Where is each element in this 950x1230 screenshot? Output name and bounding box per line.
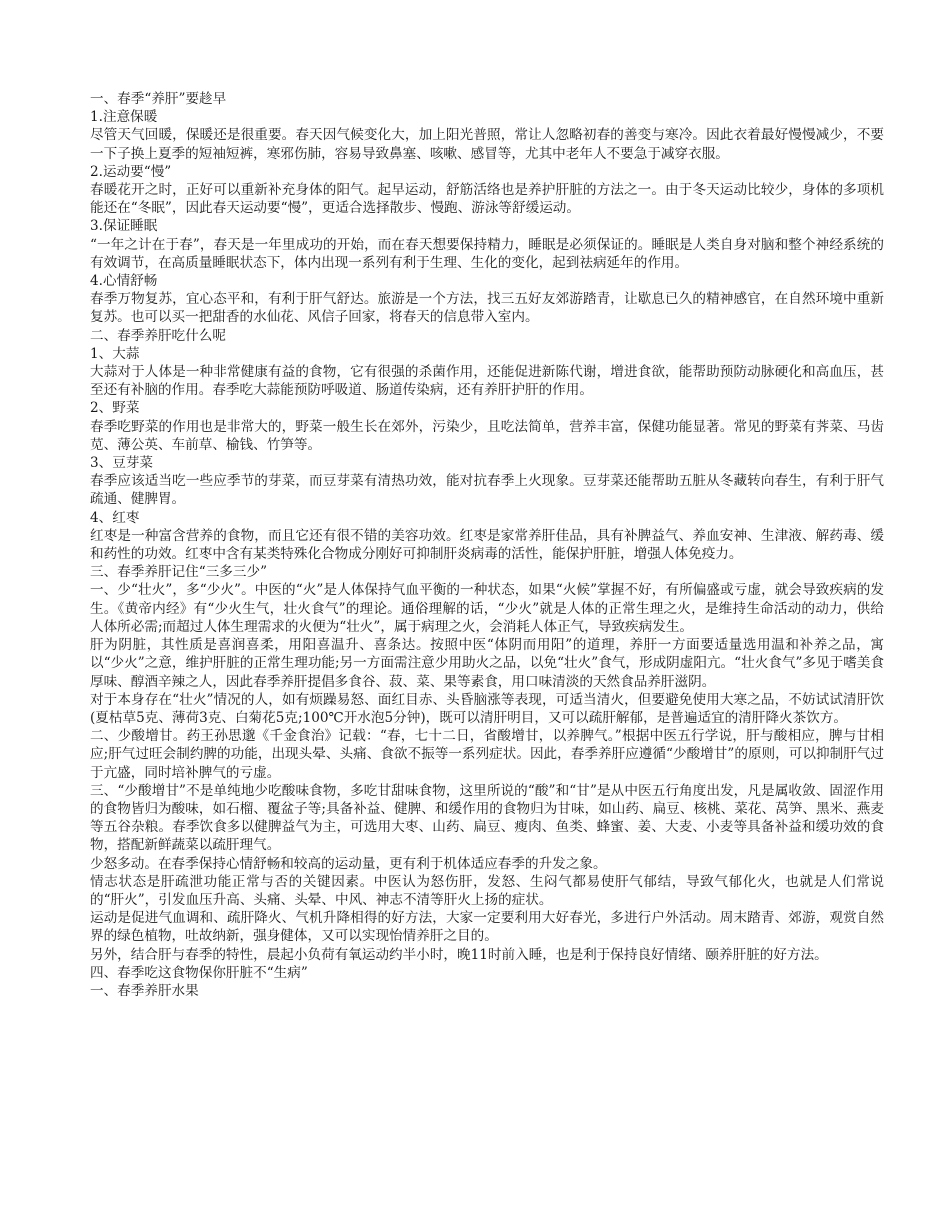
subheading-keep-warm: 1.注意保暖 bbox=[90, 109, 158, 126]
paragraph-fire: 一、少“壮火”，多“少火”。中医的“火”是人体保持气血平衡的一种状态，如果“火候”掌握不好，有所偏盛或亏虚，就会导致疾病的发生。《黄帝内经》有“少火生气，壮火食气”的理论。通俗理解的话，“少火”就是人体的正常生理之火，是维持生命活动的动力，供给人体所必需;而超过人体生理需求的火便为“壮火”，属于病理之火，会消耗人体正气，导致疾病发生。 bbox=[90, 582, 884, 635]
subheading-fruits: 一、春季养肝水果 bbox=[90, 982, 199, 999]
paragraph-garlic: 大蒜对于人体是一种非常健康有益的食物，它有很强的杀菌作用，还能促进新陈代谢，增进食欲，能帮助预防动脉硬化和高血压，甚至还有补脑的作用。春季吃大蒜能预防呼吸道、肠道传染病，还有养肝护肝的作用。 bbox=[90, 364, 884, 399]
paragraph-morning: 另外，结合肝与春季的特性，晨起小负荷有氧运动约半小时，晚11时前入睡，也是利于保持良好情绪、颐养肝脏的好方法。 bbox=[90, 946, 828, 963]
paragraph-emotion: 情志状态是肝疏泄功能正常与否的关键因素。中医认为怒伤肝，发怒、生闷气都易使肝气郁结，导致气郁化火，也就是人们常说的“肝火”，引发血压升高、头痛、头晕、中风、神志不清等肝火上扬的症状。 bbox=[90, 873, 884, 908]
section-heading-4: 四、春季吃这食物保你肝脏不“生病” bbox=[90, 964, 308, 981]
subheading-wild-vegetables: 2、野菜 bbox=[90, 400, 140, 417]
subheading-garlic: 1、大蒜 bbox=[90, 345, 140, 362]
subheading-red-dates: 4、红枣 bbox=[90, 509, 140, 526]
paragraph-wild-vegetables: 春季吃野菜的作用也是非常大的，野菜一般生长在郊外，污染少，且吃法简单，营养丰富，保健功能显著。常见的野菜有荠菜、马齿苋、薄公英、车前草、榆钱、竹笋等。 bbox=[90, 418, 884, 453]
section-heading-2: 二、春季养肝吃什么呢 bbox=[90, 327, 226, 344]
paragraph-keep-warm: 尽管天气回暖，保暖还是很重要。春天因气候变化大，加上阳光普照，常让人忽略初春的善变与寒冷。因此衣着最好慢慢减少，不要一下子换上夏季的短袖短裤，寒邪伤肺，容易导致鼻塞、咳嗽、感冒等，尤其中老年人不要急于减穿衣服。 bbox=[90, 127, 884, 162]
subheading-slow-exercise: 2.运动要“慢” bbox=[90, 163, 172, 180]
paragraph-slow-exercise: 春暖花开之时，正好可以重新补充身体的阳气。起早运动，舒筋活络也是养护肝脏的方法之一。由于冬天运动比较少，身体的多项机能还在“冬眠”，因此春天运动要“慢”，更适合选择散步、慢跑、游泳等舒缓运动。 bbox=[90, 182, 884, 217]
paragraph-sour-sweet: 三、“少酸增甘”不是单纯地少吃酸味食物，多吃甘甜味食物，这里所说的“酸”和“甘”是从中医五行角度出发，凡是属收敛、固涩作用的食物皆归为酸味，如石榴、覆盆子等;具备补益、健脾、和缓作用的食物归为甘味，如山药、扁豆、核桃、菜花、莴笋、黑米、燕麦等五谷杂粮。春季饮食多以健脾益气为主，可选用大枣、山药、扁豆、瘦肉、鱼类、蜂蜜、姜、大麦、小麦等具备补益和缓功效的食物，搭配新鲜蔬菜以疏肝理气。 bbox=[90, 782, 884, 854]
paragraph-sleep: “一年之计在于春”，春天是一年里成功的开始，而在春天想要保持精力，睡眠是必须保证的。睡眠是人类自身对脑和整个神经系统的有效调节，在高质量睡眠状态下，体内出现一系列有利于生理、生化的变化，起到祛病延年的作用。 bbox=[90, 236, 884, 271]
paragraph-red-dates: 红枣是一种富含营养的食物，而且它还有很不错的美容功效。红枣是家常养肝佳品，具有补脾益气、养血安神、生津液、解药毒、缓和药性的功效。红枣中含有某类特殊化合物成分刚好可抑制肝炎病毒的活性，能保护肝脏，增强人体免疫力。 bbox=[90, 527, 884, 563]
paragraph-less-sour: 二、少酸增甘。药王孙思邈《千金食治》记载：“春，七十二日，省酸增甘，以养脾气。”根据中医五行学说，肝与酸相应，脾与甘相应;肝气过旺会制约脾的功能，出现头晕、头痛、食欲不振等一系列症状。因此，春季养肝应遵循“少酸增甘”的原则，可以抑制肝气过于亢盛，同时培补脾气的亏虚。 bbox=[90, 728, 884, 781]
paragraph-exercise: 运动是促进气血调和、疏肝降火、气机升降相得的好方法，大家一定要利用大好春光，多进行户外活动。周末踏青、郊游，观赏自然界的绿色植物，吐故纳新，强身健体，又可以实现怡情养肝之目的。 bbox=[90, 910, 884, 945]
paragraph-clear-fire: 对于本身存在“壮火”情况的人，如有烦躁易怒、面红目赤、头昏脑涨等表现，可适当清火，但要避免使用大寒之品，不妨试试清肝饮(夏枯草5克、薄荷3克、白菊花5克;100℃开水泡5分钟)，既可以清肝明目，又可以疏肝解郁，是普遍适宜的清肝降火茶饮方。 bbox=[90, 691, 884, 726]
section-heading-1: 一、春季“养肝”要趁早 bbox=[90, 91, 227, 107]
subheading-mood: 4.心情舒畅 bbox=[90, 273, 158, 290]
section-heading-3: 三、春季养肝记住“三多三少” bbox=[90, 564, 268, 581]
paragraph-mood: 春季万物复苏，宜心态平和，有利于肝气舒达。旅游是一个方法，找三五好友郊游踏青，让歇息已久的精神感官，在自然环境中重新复苏。也可以买一把甜香的水仙花、风信子回家，将春天的信息带入室内。 bbox=[90, 291, 884, 326]
paragraph-bean-sprouts: 春季应该适当吃一些应季节的芽菜，而豆芽菜有清热功效，能对抗春季上火现象。豆芽菜还能帮助五脏从冬藏转向春生，有利于肝气疏通、健脾胃。 bbox=[90, 473, 884, 508]
subheading-sleep: 3.保证睡眠 bbox=[90, 218, 158, 235]
subheading-bean-sprouts: 3、豆芽菜 bbox=[90, 455, 154, 472]
paragraph-liver-yin: 肝为阴脏，其性质是喜润喜柔，用阳喜温升、喜条达。按照中医“体阴而用阳”的道理，养肝一方面要适量选用温和补养之品，寓以“少火”之意，维护肝脏的正常生理功能;另一方面需注意少用助火之品，以免“壮火”食气，形成阴虚阳亢。“壮火食气”多见于嗜美食厚味、醇酒辛辣之人，因此春季养肝提倡多食谷、菽、菜、果等素食，用口味清淡的天然食品养肝滋阴。 bbox=[90, 637, 884, 690]
paragraph-less-anger: 少怒多动。在春季保持心情舒畅和较高的运动量，更有利于机体适应春季的升发之象。 bbox=[90, 855, 607, 872]
